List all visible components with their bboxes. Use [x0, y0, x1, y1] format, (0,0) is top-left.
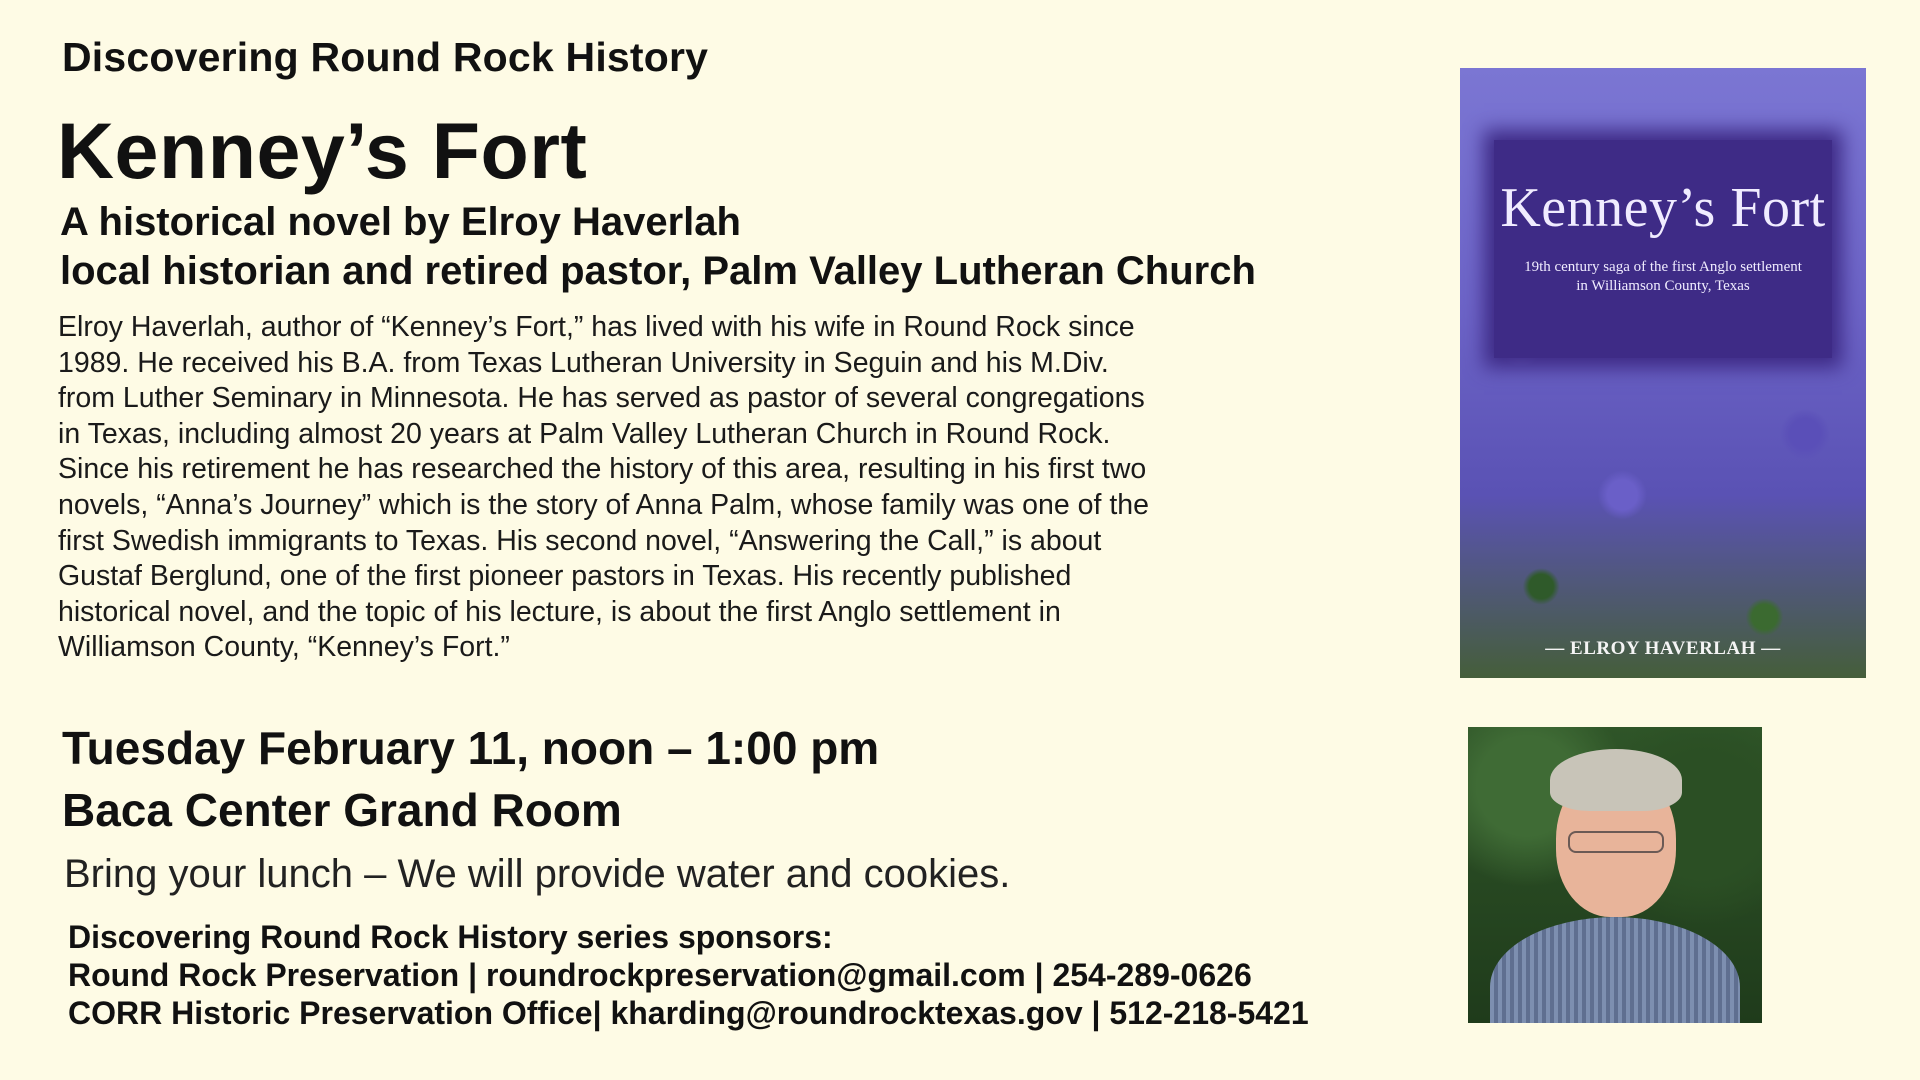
sponsors-heading: Discovering Round Rock History series sponsors:: [68, 919, 833, 955]
author-photo-glasses: [1568, 831, 1664, 853]
bio-line: Gustaf Berglund, one of the first pioneer pastors in Texas. His recently published: [58, 560, 1072, 593]
subtitle: [60, 198, 1256, 296]
subtitle-line-1: A historical novel by Elroy Haverlah: [60, 200, 741, 244]
author-photo: [1468, 727, 1762, 1023]
bio-line: Elroy Haverlah, author of “Kenney’s Fort,” has lived with his wife in Round Rock since: [58, 311, 1135, 343]
bio-line: Williamson County, “Kenney’s Fort.”: [58, 631, 510, 664]
lunch-note: Bring your lunch – We will provide water and cookies.: [64, 852, 1011, 896]
sponsor-line-1: Round Rock Preservation | roundrockpreservation@gmail.com | 254-289-0626: [68, 957, 1252, 993]
sponsors: [68, 918, 1309, 1032]
cover-title-panel: [1494, 140, 1832, 358]
series-title: Discovering Round Rock History: [62, 34, 709, 80]
cover-subtitle-line-1: 19th century saga of the first Anglo settlement: [1524, 259, 1802, 275]
cover-subtitle: [1494, 258, 1832, 296]
cover-subtitle-line-2: in Williamson County, Texas: [1576, 278, 1750, 294]
bio-line: from Luther Seminary in Minnesota. He has served as pastor of several congregations: [58, 382, 1145, 415]
sponsor-line-2: CORR Historic Preservation Office| kharding@roundrocktexas.gov | 512-218-5421: [68, 995, 1309, 1031]
bio-line: novels, “Anna’s Journey” which is the story of Anna Palm, whose family was one of the: [58, 488, 1149, 521]
bio-line: 1989. He received his B.A. from Texas Lutheran University in Seguin and his M.Div.: [58, 346, 1109, 379]
bio-line: historical novel, and the topic of his lecture, is about the first Anglo settlement in: [58, 595, 1061, 628]
book-cover-image: [1460, 68, 1866, 678]
author-bio: [58, 310, 1348, 666]
author-photo-hair: [1550, 749, 1682, 811]
bio-line: first Swedish immigrants to Texas. His second novel, “Answering the Call,” is about: [58, 524, 1102, 557]
event-location: Baca Center Grand Room: [62, 784, 622, 836]
subtitle-line-2: local historian and retired pastor, Palm Valley Lutheran Church: [60, 249, 1256, 293]
event-details: [62, 717, 879, 841]
author-photo-shirt: [1490, 917, 1740, 1023]
bio-line: in Texas, including almost 20 years at Palm Valley Lutheran Church in Round Rock.: [58, 417, 1111, 450]
cover-title: Kenney’s Fort: [1500, 177, 1826, 239]
event-datetime: Tuesday February 11, noon – 1:00 pm: [62, 722, 880, 774]
bio-line: Since his retirement he has researched the history of this area, resulting in his first two: [58, 453, 1147, 486]
cover-author: — ELROY HAVERLAH —: [1545, 638, 1781, 659]
book-title: Kenney’s Fort: [57, 106, 588, 195]
